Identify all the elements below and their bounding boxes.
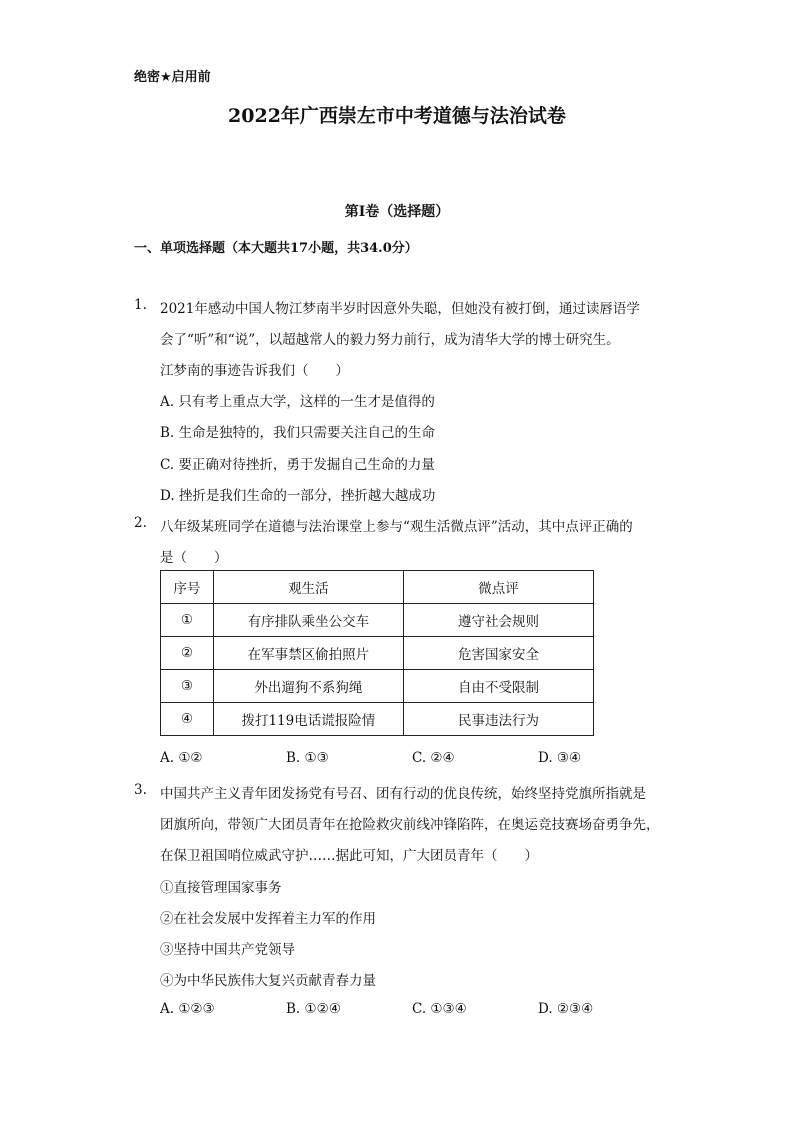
- table-cell: ①: [161, 604, 214, 637]
- table-cell: 自由不受限制: [403, 670, 593, 703]
- table-cell: 遵守社会规则: [403, 604, 593, 637]
- table-row: [161, 703, 594, 736]
- question-text-line: 是（ ）: [160, 550, 228, 566]
- option-c: C. 要正确对待挫折，勇于发掘自己生命的力量: [160, 457, 435, 473]
- statement-item: ④为中华民族伟大复兴贡献青春力量: [160, 973, 376, 989]
- option-a: A. ①②: [160, 750, 203, 766]
- option-a: A. ①②③: [160, 1001, 215, 1017]
- table-cell: 有序排队乘坐公交车: [213, 604, 403, 637]
- table-header-row: [161, 571, 594, 604]
- table-cell: 在军事禁区偷拍照片: [213, 637, 403, 670]
- question-text-line: 团旗所向，带领广大团员青年在抢险救灾前线冲锋陷阵，在奥运竞技赛场奋勇争先，: [160, 817, 660, 833]
- observation-table: [160, 570, 594, 736]
- statement-item: ②在社会发展中发挥着主力军的作用: [160, 911, 376, 927]
- question-text-line: 八年级某班同学在道德与法治课堂上参与“观生活微点评”活动，其中点评正确的: [160, 519, 633, 535]
- secret-label: 绝密★启用前: [134, 70, 211, 85]
- option-a: A. 只有考上重点大学，这样的一生才是值得的: [160, 394, 435, 410]
- table-header: 微点评: [403, 571, 593, 604]
- question-number: 1.: [134, 297, 147, 313]
- option-b: B. ①③: [286, 750, 329, 766]
- option-c: C. ②④: [412, 750, 455, 766]
- option-d: D. ③④: [538, 750, 582, 766]
- table-cell: ②: [161, 637, 214, 670]
- question-text-line: 江梦南的事迹告诉我们（ ）: [160, 363, 349, 379]
- option-b: B. 生命是独特的，我们只需要关注自己的生命: [160, 425, 436, 441]
- table-cell: 危害国家安全: [403, 637, 593, 670]
- question-text-line: 中国共产主义青年团发扬党有号召、团有行动的优良传统，始终坚持党旗所指就是: [160, 786, 646, 802]
- option-d: D. 挫折是我们生命的一部分，挫折越大越成功: [160, 488, 436, 504]
- table-cell: 拨打119电话谎报险情: [213, 703, 403, 736]
- table-cell: ④: [161, 703, 214, 736]
- table-row: [161, 670, 594, 703]
- question-text-line: 在保卫祖国哨位威武守护……据此可知，广大团员青年（ ）: [160, 848, 538, 864]
- option-d: D. ②③④: [538, 1001, 594, 1017]
- statement-item: ①直接管理国家事务: [160, 880, 282, 896]
- table-cell: ③: [161, 670, 214, 703]
- exam-title: 2022年广西崇左市中考道德与法治试卷: [228, 105, 566, 127]
- table-row: [161, 637, 594, 670]
- option-c: C. ①③④: [412, 1001, 467, 1017]
- option-b: B. ①②④: [286, 1001, 341, 1017]
- table-cell: 外出遛狗不系狗绳: [213, 670, 403, 703]
- question-number: 3.: [134, 782, 147, 798]
- table-header: 序号: [161, 571, 214, 604]
- volume-heading: 第I卷（选择题）: [344, 204, 450, 220]
- question-number: 2.: [134, 515, 147, 531]
- table-header: 观生活: [213, 571, 403, 604]
- section-heading: 一、单项选择题（本大题共17小题，共34.0分）: [134, 241, 418, 256]
- table-row: [161, 604, 594, 637]
- question-text-line: 会了“听”和“说”，以超越常人的毅力努力前行，成为清华大学的博士研究生。: [160, 332, 620, 348]
- question-text-line: 2021年感动中国人物江梦南半岁时因意外失聪，但她没有被打倒，通过读唇语学: [160, 301, 640, 317]
- table-cell: 民事违法行为: [403, 703, 593, 736]
- statement-item: ③坚持中国共产党领导: [160, 942, 295, 958]
